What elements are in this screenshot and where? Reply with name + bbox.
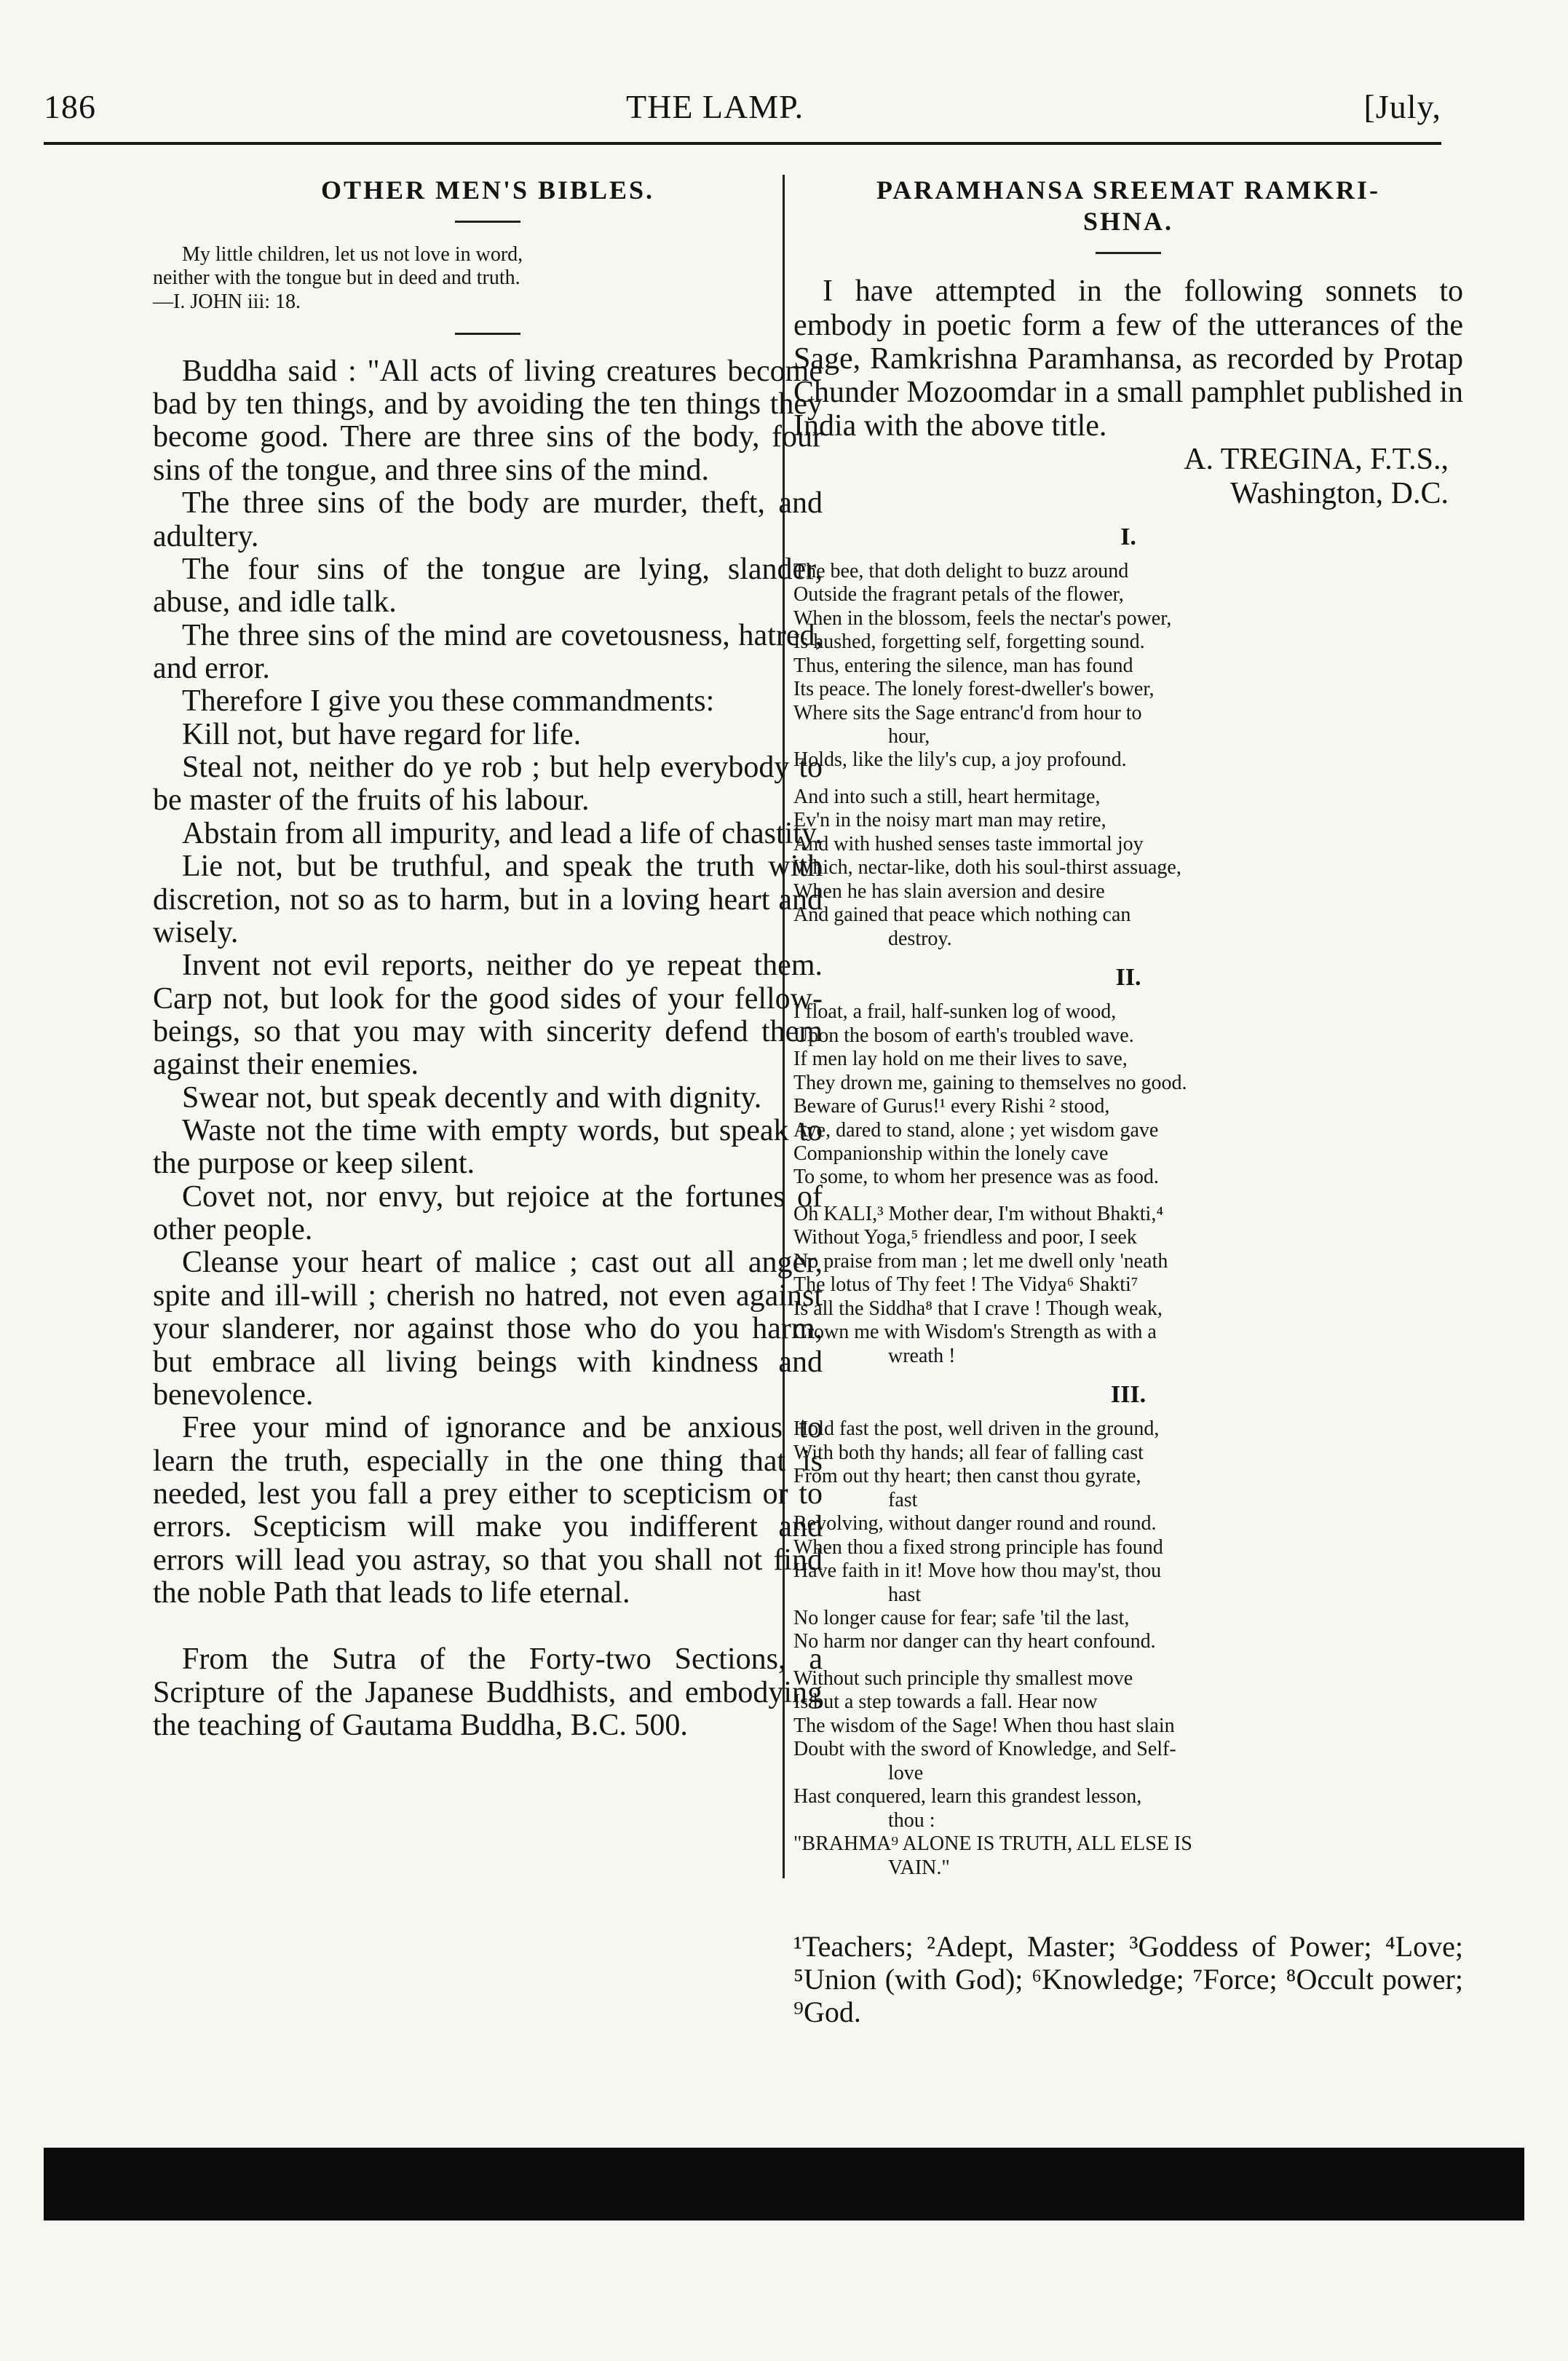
running-title: THE LAMP. [626, 88, 804, 125]
title-rule [455, 221, 520, 223]
verse-line: "BRAHMA⁹ ALONE IS TRUTH, ALL ELSE IS [793, 1832, 1192, 1856]
verse-line: Is but a step towards a fall. Hear now [793, 1690, 1098, 1714]
body-paragraph: Cleanse your heart of malice ; cast out all anger, spite and ill-will ; cherish no hatred, not even against your slanderer, nor against those who do you harm, but embrace all living beings with kindness and benevolence. [153, 1246, 823, 1412]
verse-line: thou : [888, 1808, 935, 1832]
right-column [793, 175, 1463, 2029]
epigraph-reference: —I. JOHN iii: 18. [153, 290, 301, 313]
source-note [153, 1643, 823, 1742]
verse-line: hast [888, 1583, 922, 1606]
verse-line: Aye, dared to stand, alone ; yet wisdom gave [793, 1118, 1159, 1142]
body-paragraph: Invent not evil reports, neither do ye repeat them. Carp not, but look for the good sides of your fellow-beings, so that you may with sincerity defend them against their enemies. [153, 949, 823, 1082]
header-rule [44, 142, 1441, 145]
verse-line: Holds, like the lily's cup, a joy profound. [793, 748, 1127, 772]
left-body [153, 355, 823, 1610]
verse-line: love [888, 1761, 924, 1784]
body-paragraph: Free your mind of ignorance and be anxious to learn the truth, especially in the one thing that is needed, lest you fall a prey either to scepticism or to errors. Scepticism will make you indifferent and errors will lead you astray, so that you shall not find the noble Path that leads to life eternal. [153, 1411, 823, 1610]
body-paragraph: Steal not, neither do ye rob ; but help everybody to be master of the fruits of his labour. [153, 751, 823, 818]
epigraph [153, 243, 823, 314]
sonnet-stanza [793, 560, 1463, 772]
body-paragraph: The four sins of the tongue are lying, slander, abuse, and idle talk. [153, 552, 823, 620]
verse-line: If men lay hold on me their lives to save, [793, 1048, 1128, 1071]
epigraph-rule [455, 333, 520, 335]
source-paragraph: From the Sutra of the Forty-two Sections, a Scripture of the Japanese Buddhists, and embodying the teaching of Gautama Buddha, B.C. 500. [153, 1642, 823, 1743]
body-paragraph: Kill not, but have regard for life. [182, 717, 582, 751]
verse-line: Is hushed, forgetting self, forgetting sound. [793, 630, 1145, 654]
issue-month: [July, [1363, 88, 1441, 125]
verse-line: Beware of Gurus!¹ every Rishi ² stood, [793, 1095, 1110, 1118]
verse-line: I float, a frail, half-sunken log of wood, [793, 1000, 1117, 1024]
epigraph-line: neither with the tongue but in deed and truth. [153, 266, 520, 290]
sonnet-stanza [793, 1667, 1463, 1880]
sonnet-numeral: II. [1115, 964, 1141, 992]
article-title-left: OTHER MEN'S BIBLES. [320, 175, 655, 205]
body-paragraph: The three sins of the mind are covetousness, hatred, and error. [153, 618, 823, 685]
verse-line: Without Yoga,⁵ friendless and poor, I seek [793, 1226, 1137, 1249]
verse-line: Hast conquered, learn this grandest lesson, [793, 1785, 1142, 1808]
verse-line: Outside the fragrant petals of the flower, [793, 583, 1124, 606]
verse-line: And with hushed senses taste immortal joy [793, 832, 1144, 855]
sonnet-stanza [793, 1203, 1463, 1368]
verse-line: Ev'n in the noisy mart man may retire, [793, 809, 1106, 832]
body-paragraph: Buddha said : "All acts of living creatures become bad by ten things, and by avoiding the ten things they become good. There are three sins of the body, four sins of the tongue, and three sins of the mind. [153, 354, 823, 487]
verse-line: When he has slain aversion and desire [793, 879, 1105, 903]
signature-name: A. TREGINA, F.T.S., [1184, 443, 1449, 477]
verse-line: Doubt with the sword of Knowledge, and Self- [793, 1738, 1176, 1761]
verse-line: The wisdom of the Sage! When thou hast slain [793, 1714, 1175, 1737]
verse-line: fast [888, 1488, 918, 1511]
body-paragraph: Swear not, but speak decently and with dignity. [182, 1080, 762, 1115]
epigraph-line: My little children, let us not love in word, [182, 243, 523, 266]
title-line: PARAMHANSA SREEMAT RAMKRI- [876, 175, 1380, 205]
body-paragraph: Abstain from all impurity, and lead a life of chastity. [182, 816, 823, 850]
verse-line: Without such principle thy smallest move [793, 1666, 1133, 1690]
sonnet-numeral: III. [1110, 1381, 1147, 1409]
sonnet-stanza [793, 786, 1463, 951]
verse-line: hour, [888, 724, 930, 748]
verse-line: Upon the bosom of earth's troubled wave. [793, 1024, 1134, 1047]
verse-line: Have faith in it! Move how thou may'st, thou [793, 1559, 1162, 1583]
title-rule [1096, 252, 1161, 254]
intro-paragraph: I have attempted in the following sonnets to embody in poetic form a few of the utterances of the Sage, Ramkrishna Paramhansa, as recorded by Protap Chunder Mozoomdar in a small pamphlet published in India with the above title. [793, 274, 1463, 443]
verse-line: And into such a still, heart hermitage, [793, 785, 1101, 808]
verse-line: Revolving, without danger round and round. [793, 1512, 1157, 1535]
verse-line: Which, nectar-like, doth his soul-thirst assuage, [793, 856, 1181, 879]
scan-edge-band [44, 2148, 1524, 2220]
verse-line: Thus, entering the silence, man has found [793, 654, 1133, 677]
sonnet-stanza [793, 1417, 1463, 1654]
verse-line: No praise from man ; let me dwell only 'neath [793, 1249, 1168, 1273]
verse-line: The bee, that doth delight to buzz around [793, 559, 1129, 582]
page-number: 186 [44, 88, 96, 125]
body-paragraph: The three sins of the body are murder, theft, and adultery. [153, 486, 823, 553]
verse-line: From out thy heart; then canst thou gyrate, [793, 1465, 1141, 1488]
verse-line: No longer cause for fear; safe 'til the last, [793, 1606, 1130, 1629]
verse-line: Where sits the Sage entranc'd from hour to [793, 701, 1142, 724]
sonnet-numeral: I. [1120, 523, 1136, 550]
body-paragraph: Therefore I give you these commandments: [182, 684, 715, 719]
footnotes: ¹Teachers; ²Adept, Master; ³Goddess of Power; ⁴Love; ⁵Union (with God); ⁶Knowledge; ⁷Force; ⁸Occult power; ⁹God. [793, 1930, 1463, 2028]
introduction [793, 274, 1463, 443]
signature-place: Washington, D.C. [1230, 476, 1449, 510]
verse-line: To some, to whom her presence was as food. [793, 1166, 1159, 1189]
body-paragraph: Lie not, but be truthful, and speak the truth with discretion, not so as to harm, but in a loving heart and wisely. [153, 850, 823, 949]
verse-line: Hold fast the post, well driven in the ground, [793, 1417, 1160, 1441]
verse-line: Its peace. The lonely forest-dweller's bower, [793, 678, 1155, 701]
sonnet-stanza [793, 1000, 1463, 1190]
verse-line: When in the blossom, feels the nectar's power, [793, 606, 1172, 630]
verse-line: And gained that peace which nothing can [793, 903, 1131, 927]
verse-line: No harm nor danger can thy heart confound. [793, 1630, 1156, 1653]
verse-line: Crown me with Wisdom's Strength as with a [793, 1321, 1157, 1344]
verse-line: Companionship within the lonely cave [793, 1142, 1109, 1165]
verse-line: With both thy hands; all fear of falling cast [793, 1441, 1144, 1464]
verse-line: VAIN." [888, 1856, 950, 1879]
article-title-right [793, 175, 1463, 237]
left-column [153, 175, 823, 1742]
verse-line: wreath ! [888, 1344, 956, 1367]
verse-line: The lotus of Thy feet ! The Vidya⁶ Shakti⁷ [793, 1273, 1139, 1297]
verse-line: When thou a fixed strong principle has found [793, 1535, 1163, 1559]
title-line: SHNA. [1082, 207, 1174, 237]
verse-line: They drown me, gaining to themselves no good. [793, 1071, 1187, 1094]
body-paragraph: Covet not, nor envy, but rejoice at the fortunes of other people. [153, 1179, 823, 1247]
verse-line: Oh KALI,³ Mother dear, I'm without Bhakti,⁴ [793, 1202, 1164, 1225]
verse-line: Is all the Siddha⁸ that I crave ! Though weak, [793, 1297, 1163, 1320]
verse-line: destroy. [888, 927, 952, 950]
body-paragraph: Waste not the time with empty words, but speak to the purpose or keep silent. [153, 1114, 823, 1181]
